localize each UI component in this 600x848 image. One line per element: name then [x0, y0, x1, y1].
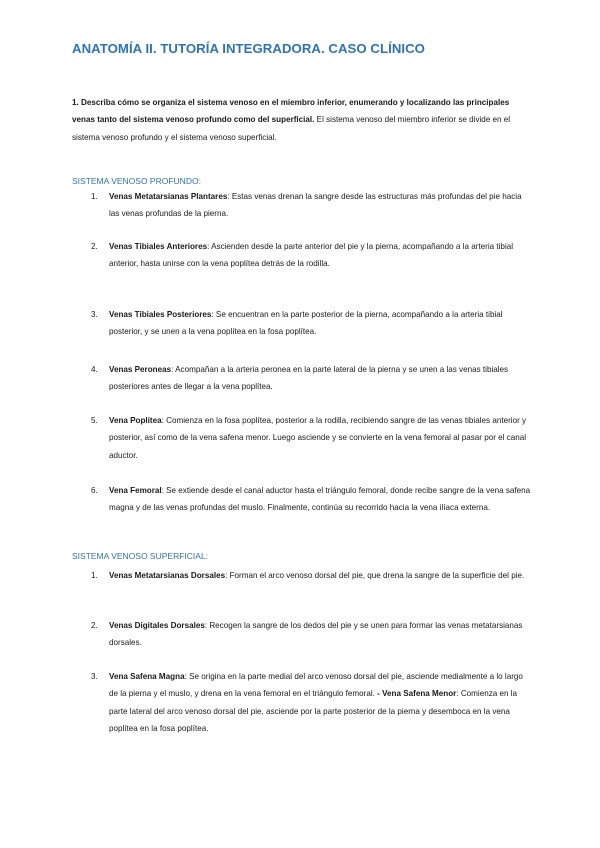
vein-description: : Estas venas drenan la sangre desde las estructuras más profundas del pie hacia las venas profundas de la pierna. — [109, 192, 522, 219]
vein-name: Vena Femoral — [109, 486, 162, 495]
list-number: 3. — [91, 310, 98, 319]
deep-list-item — [72, 361, 532, 396]
vein-description: : Se extiende desde el canal aductor hasta el triángulo femoral, donde recibe sangre de la vena safena magna y de las venas profundas del muslo. Finalmente, continúa su recorrido hacia la vena ilíaca externa. — [109, 486, 531, 513]
deep-list-item — [72, 412, 532, 464]
question-paragraph — [72, 94, 532, 146]
list-number: 2. — [91, 621, 98, 630]
deep-list-item — [72, 188, 532, 223]
vein-name: Vena Poplítea — [109, 416, 162, 425]
vein-name: Venas Tibiales Posteriores — [109, 310, 212, 319]
list-number: 6. — [91, 486, 98, 495]
vein-description: : Comienza en la fosa poplítea, posterior a la rodilla, recibiendo sangre de las venas tibiales anterior y posterior, así como de la vena safena menor. Luego asciende y se convierte en la vena femoral al pasar por el canal aductor. — [109, 416, 527, 460]
document-title: ANATOMÍA II. TUTORÍA INTEGRADORA. CASO CLÍNICO — [72, 41, 425, 56]
vein-name: Venas Digitales Dorsales — [109, 621, 205, 630]
superficial-system-heading: SISTEMA VENOSO SUPERFICIAL: — [72, 551, 209, 561]
superficial-list-item — [72, 567, 532, 584]
vein-description: : Se origina en la parte medial del arco venoso dorsal del pie, asciende medialmente a lo largo de la pierna y el muslo, y drena en la vena femoral en el triángulo femoral. — [109, 672, 523, 699]
vein-name: - Vena Safena Menor — [377, 689, 457, 699]
vein-description: : Ascienden desde la parte anterior del pie y la pierna, acompañando a la arteria tibial anterior, hasta unirse con la vena poplítea detrás de la rodilla. — [109, 242, 514, 269]
superficial-list-item — [72, 617, 532, 652]
vein-name: Venas Metatarsianas Dorsales — [109, 571, 226, 580]
vein-description: : Se encuentran en la parte posterior de la pierna, acompañando a la arteria tibial posterior, y se unen a la vena poplítea en la fosa poplítea. — [109, 310, 503, 337]
list-number: 5. — [91, 416, 98, 425]
deep-system-heading: SISTEMA VENOSO PROFUNDO: — [72, 176, 201, 186]
deep-list-item — [72, 482, 532, 517]
vein-description: : Comienza en la parte lateral del arco venoso dorsal del pie, asciende por la parte posterior de la pierna y desemboca en la vena poplítea en la fosa poplítea. — [109, 689, 518, 734]
vein-name: Vena Safena Magna — [109, 672, 185, 681]
list-number: 1. — [91, 192, 98, 201]
vein-name: Venas Tibiales Anteriores — [109, 242, 208, 251]
deep-list-item — [72, 306, 532, 341]
vein-description: : Forman el arco venoso dorsal del pie, que drena la sangre de la superficie del pie. — [225, 571, 525, 580]
vein-name: Venas Peroneas — [109, 365, 172, 374]
list-number: 3. — [91, 672, 98, 681]
superficial-list-item — [72, 668, 532, 738]
vein-description: : Recogen la sangre de los dedos del pie y se unen para formar las venas metatarsianas dorsales. — [109, 621, 523, 648]
question-answer: El sistema venoso del miembro inferior se divide en el sistema venoso profundo y el sistema venoso superficial. — [72, 115, 511, 142]
question-prompt: 1. Describa cómo se organiza el sistema venoso en el miembro inferior, enumerando y localizando las principales venas tanto del sistema venoso profundo como del superficial. — [72, 98, 510, 125]
deep-list-item — [72, 238, 532, 273]
list-number: 4. — [91, 365, 98, 374]
list-number: 1. — [91, 571, 98, 580]
list-number: 2. — [91, 242, 98, 251]
vein-name: Venas Metatarsianas Plantares — [109, 192, 228, 201]
vein-description: : Acompañan a la arteria peronea en la parte lateral de la pierna y se unen a las venas tibiales posteriores antes de llegar a la vena poplítea. — [109, 365, 509, 392]
